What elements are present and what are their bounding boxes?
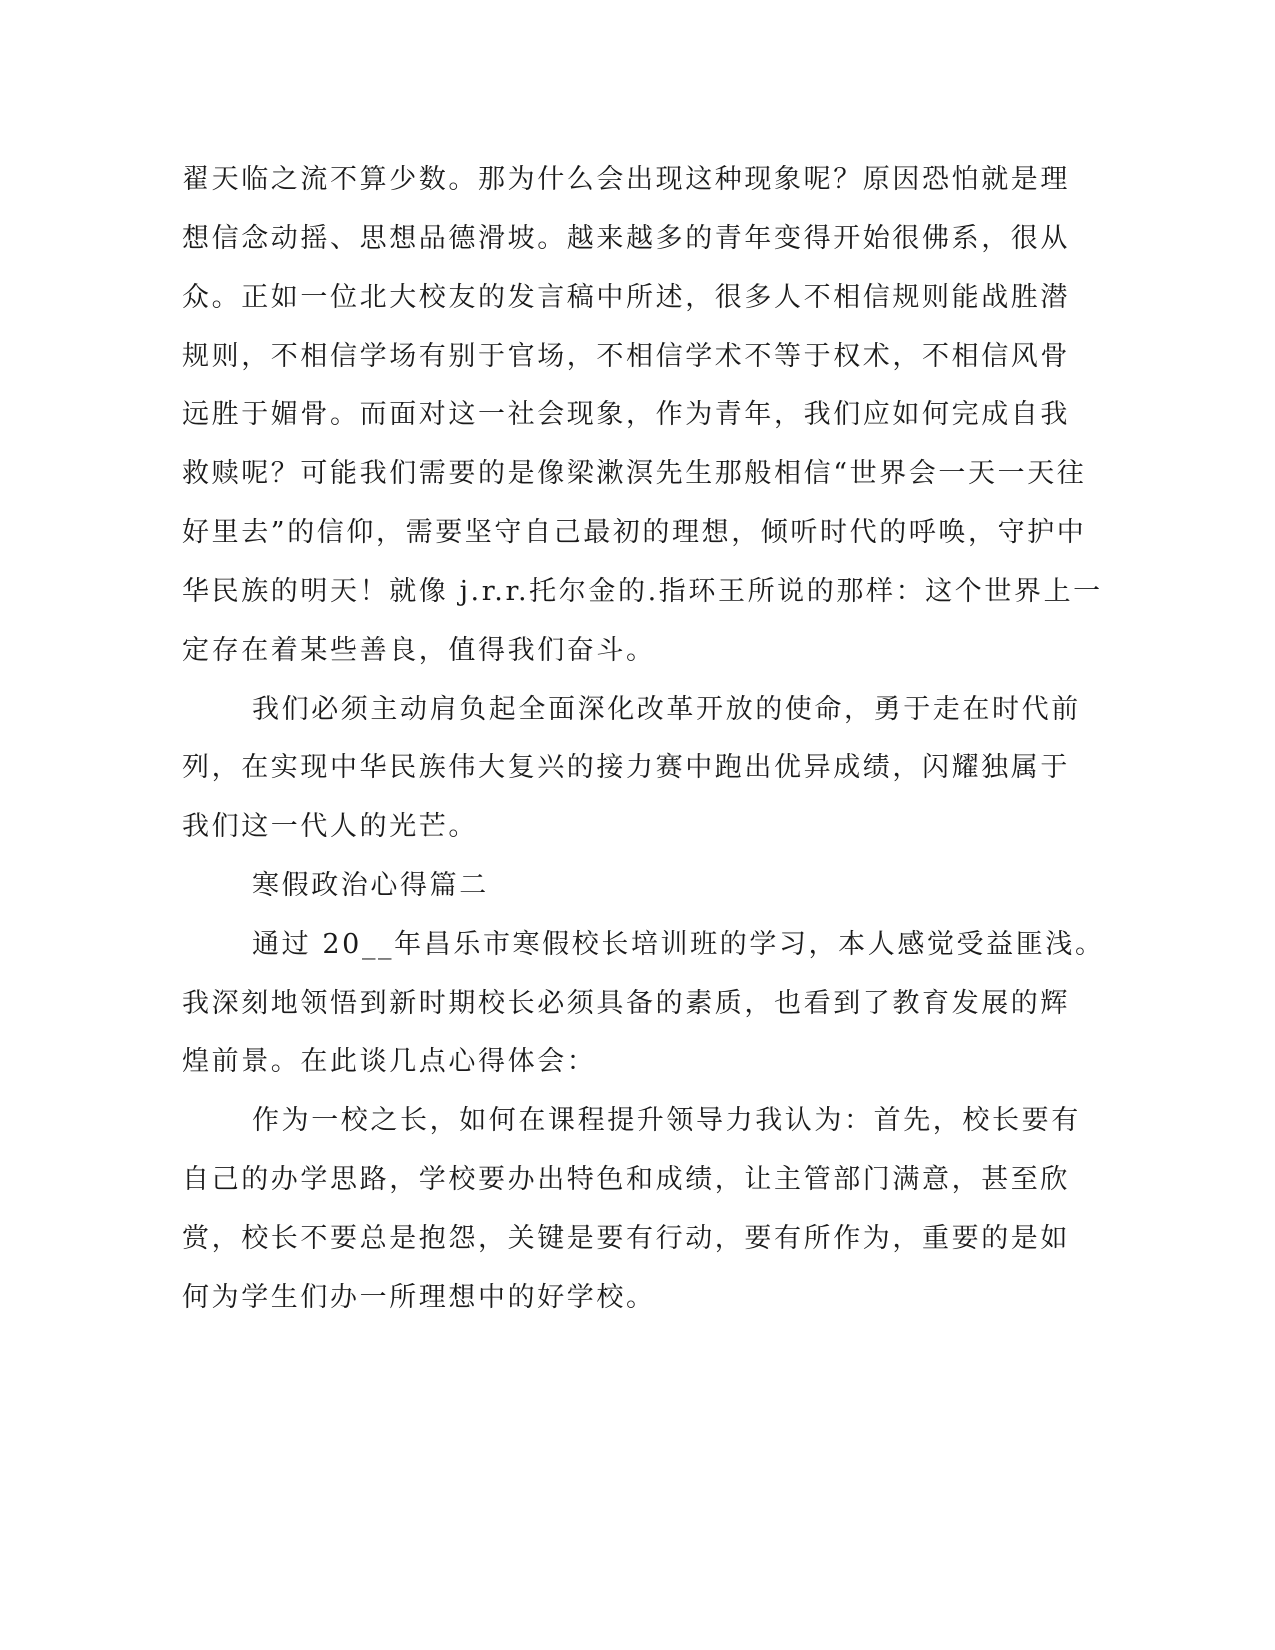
- text-line: 想信念动摇、思想品德滑坡。越来越多的青年变得开始很佛系，很从: [182, 223, 1070, 254]
- section-heading: 寒假政治心得篇二: [252, 870, 489, 901]
- paragraph-first-line: 作为一校之长，如何在课程提升领导力我认为：首先，校长要有: [252, 1105, 1081, 1136]
- text-line: 救赎呢？可能我们需要的是像梁漱溟先生那般相信“世界会一天一天往: [182, 458, 1087, 489]
- text-line: 好里去”的信仰，需要坚守自己最初的理想，倾听时代的呼唤，守护中: [182, 517, 1087, 548]
- text-line: 我深刻地领悟到新时期校长必须具备的素质，也看到了教育发展的辉: [182, 988, 1070, 1019]
- text-line: 华民族的明天！就像 j.r.r.托尔金的.指环王所说的那样：这个世界上一: [182, 576, 1103, 607]
- paragraph-first-line: 我们必须主动肩负起全面深化改革开放的使命，勇于走在时代前: [252, 694, 1081, 725]
- text-line: 煌前景。在此谈几点心得体会：: [182, 1046, 597, 1077]
- text-line: 何为学生们办一所理想中的好学校。: [182, 1282, 656, 1313]
- text-line: 众。正如一位北大校友的发言稿中所述，很多人不相信规则能战胜潜: [182, 282, 1070, 313]
- text-line: 赏，校长不要总是抱怨，关键是要有行动，要有所作为，重要的是如: [182, 1223, 1070, 1254]
- text-line: 自己的办学思路，学校要办出特色和成绩，让主管部门满意，甚至欣: [182, 1164, 1070, 1195]
- paragraph-first-line: 通过 20__年昌乐市寒假校长培训班的学习，本人感觉受益匪浅。: [252, 929, 1105, 960]
- text-line: 定存在着某些善良，值得我们奋斗。: [182, 635, 656, 666]
- text-line: 规则，不相信学场有别于官场，不相信学术不等于权术，不相信风骨: [182, 341, 1070, 372]
- text-line: 远胜于媚骨。而面对这一社会现象，作为青年，我们应如何完成自我: [182, 399, 1070, 430]
- text-line: 列，在实现中华民族伟大复兴的接力赛中跑出优异成绩，闪耀独属于: [182, 752, 1070, 783]
- text-line: 我们这一代人的光芒。: [182, 811, 478, 842]
- text-line: 翟天临之流不算少数。那为什么会出现这种现象呢？原因恐怕就是理: [182, 164, 1070, 195]
